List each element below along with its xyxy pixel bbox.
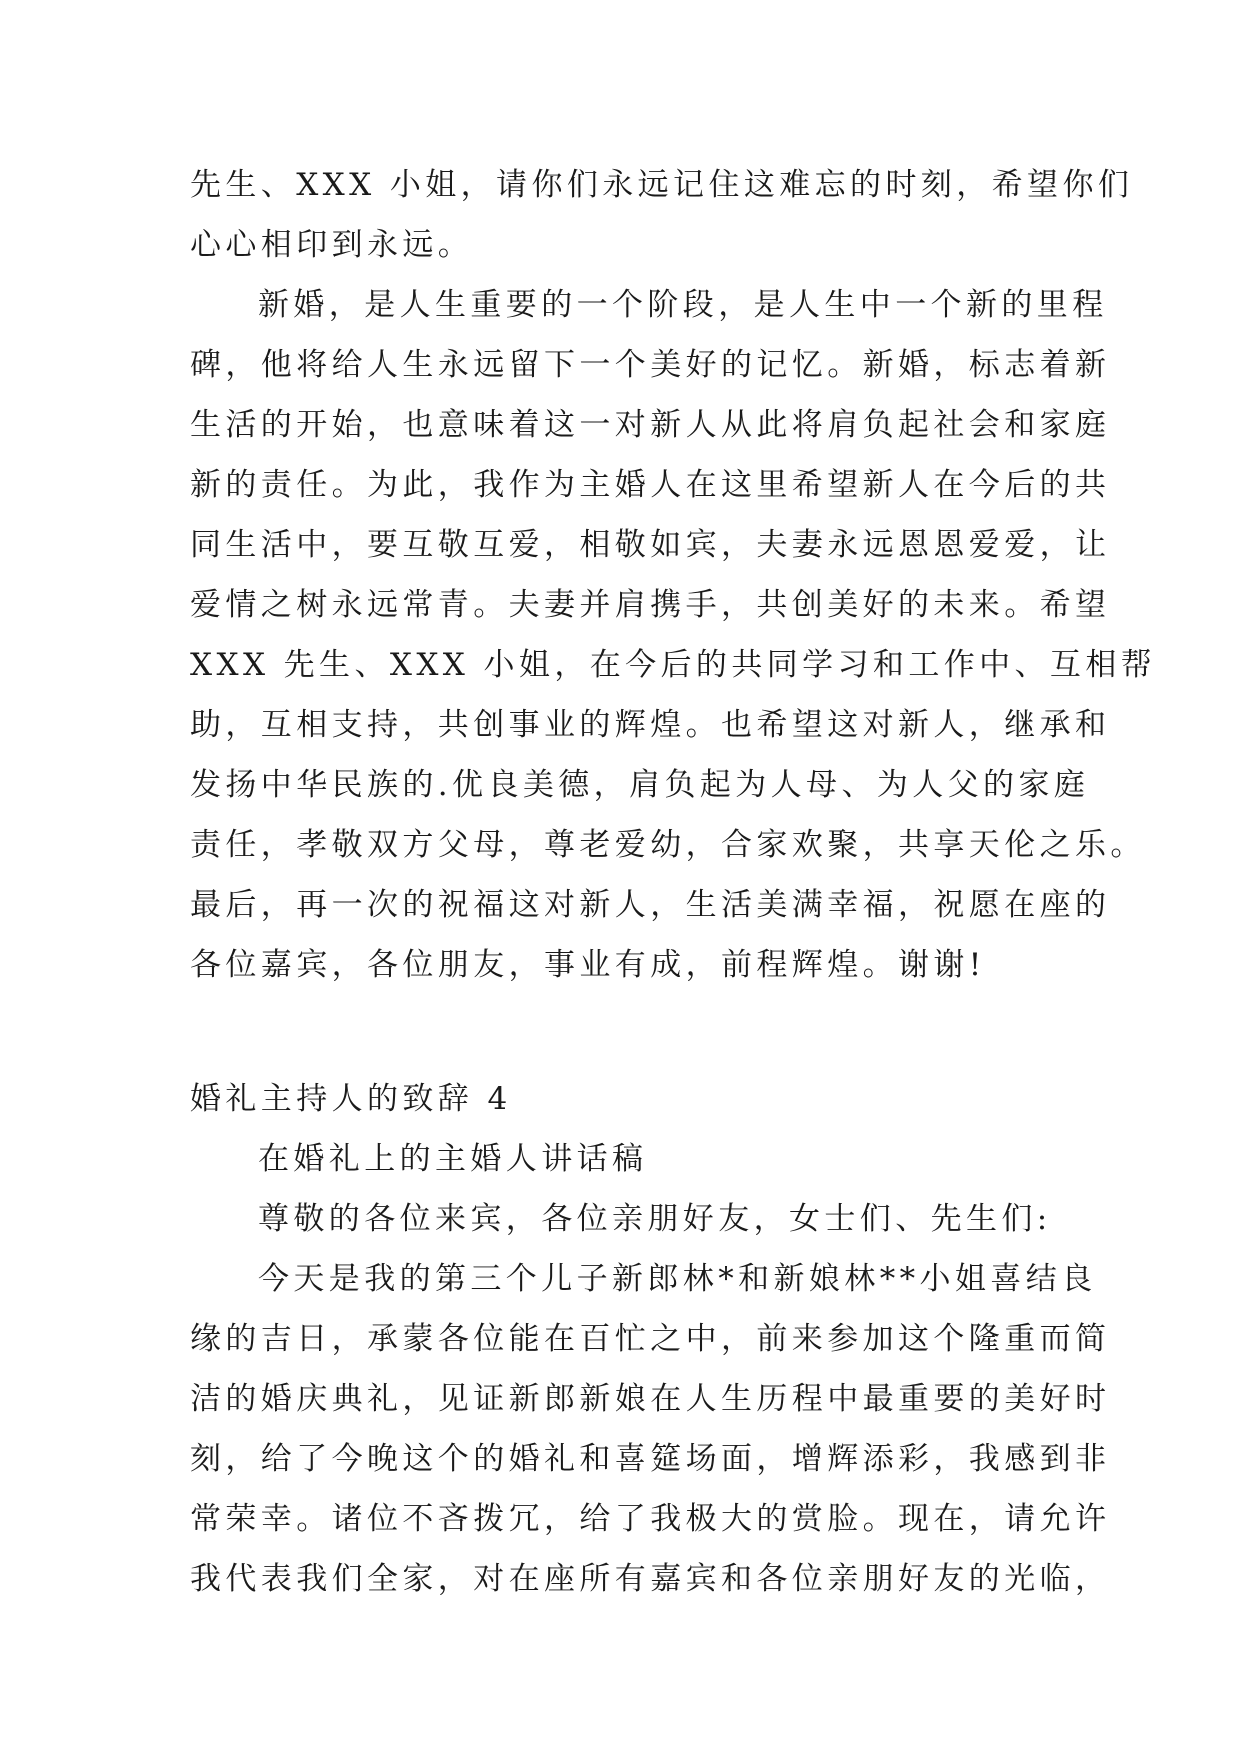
body-line: 碑，他将给人生永远留下一个美好的记忆。新婚，标志着新	[190, 347, 1111, 383]
body-line: 助，互相支持，共创事业的辉煌。也希望这对新人，继承和	[190, 707, 1111, 743]
section-heading: 婚礼主持人的致辞 4	[190, 1081, 512, 1117]
body-line: 洁的婚庆典礼，见证新郎新娘在人生历程中最重要的美好时	[190, 1381, 1111, 1417]
salutation: 尊敬的各位来宾，各位亲朋好友，女士们、先生们:	[258, 1201, 1052, 1237]
body-line: 责任，孝敬双方父母，尊老爱幼，合家欢聚，共享天伦之乐。	[190, 827, 1146, 863]
section-spacer	[190, 995, 1070, 1069]
body-line: XXX 先生、XXX 小姐，在今后的共同学习和工作中、互相帮	[190, 647, 1157, 683]
body-line: 各位嘉宾，各位朋友，事业有成，前程辉煌。谢谢!	[190, 947, 986, 983]
body-line: 刻，给了今晚这个的婚礼和喜筵场面，增辉添彩，我感到非	[190, 1441, 1111, 1477]
paragraph-first-line: 今天是我的第三个儿子新郎林*和新娘林**小姐喜结良	[258, 1261, 1097, 1297]
body-line: 心心相印到永远。	[190, 227, 474, 263]
body-line: 常荣幸。诸位不吝拨冗，给了我极大的赏脸。现在，请允许	[190, 1501, 1111, 1537]
body-line: 发扬中华民族的.优良美德，肩负起为人母、为人父的家庭	[190, 767, 1090, 803]
paragraph-first-line: 新婚，是人生重要的一个阶段，是人生中一个新的里程	[258, 287, 1108, 323]
body-line: 爱情之树永远常青。夫妻并肩携手，共创美好的未来。希望	[190, 587, 1111, 623]
body-line: 先生、XXX 小姐，请你们永远记住这难忘的时刻，希望你们	[190, 167, 1134, 203]
body-line: 我代表我们全家，对在座所有嘉宾和各位亲朋好友的光临，	[190, 1561, 1111, 1597]
body-line: 同生活中，要互敬互爱，相敬如宾，夫妻永远恩恩爱爱，让	[190, 527, 1111, 563]
body-line: 生活的开始，也意味着这一对新人从此将肩负起社会和家庭	[190, 407, 1111, 443]
speech-title: 在婚礼上的主婚人讲话稿	[258, 1141, 648, 1177]
document-body	[190, 155, 1157, 1609]
body-line: 缘的吉日，承蒙各位能在百忙之中，前来参加这个隆重而简	[190, 1321, 1111, 1357]
body-line: 新的责任。为此，我作为主婚人在这里希望新人在今后的共	[190, 467, 1111, 503]
body-line: 最后，再一次的祝福这对新人，生活美满幸福，祝愿在座的	[190, 887, 1111, 923]
